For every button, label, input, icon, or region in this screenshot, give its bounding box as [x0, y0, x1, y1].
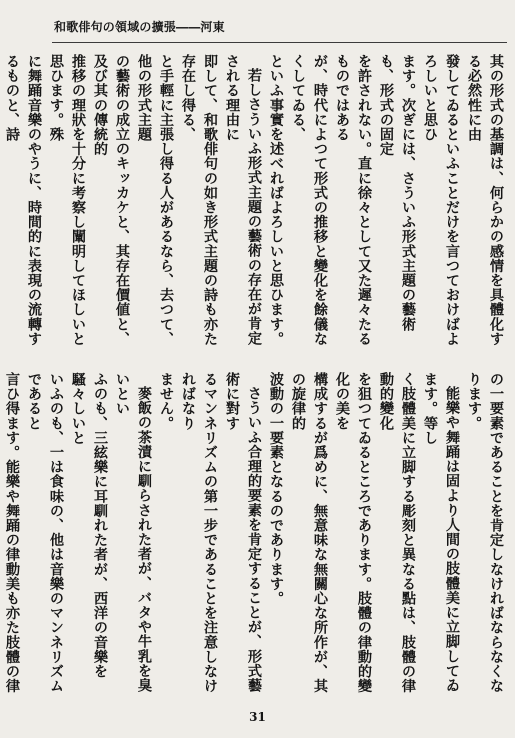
text-line: さういふ合理的要素を肯定することが、形式藝術に對す: [224, 372, 262, 693]
text-line: 能樂や舞踊は固より人間の肢體美に立脚してゐます。等し: [422, 372, 460, 693]
lower-text-block: [4, 372, 507, 706]
text-line: 構成するが爲めに、無意味な無關心な所作が、其の旋律的: [290, 372, 328, 694]
text-line: 言ひ得ます。能樂や舞踊の律動美も亦た肢體の律: [4, 372, 20, 694]
text-line: を狙つてゐるところであります。肢體の律動的變化の美を: [334, 372, 372, 694]
page-number: 31: [249, 710, 266, 724]
upper-text-block: [4, 54, 507, 351]
text-line: 推移の理狀を十分に考察し闡明してほしいと思ひます。殊: [48, 54, 86, 346]
text-line: 麥飯の茶漬に馴らされた者が、バタや牛乳を臭いとい: [114, 372, 152, 693]
text-line: 即して、和歌俳句の如き形式主題の詩も亦た存在し得る、: [180, 54, 218, 346]
text-line: 其の形式の基調は、何らかの感情を具體化する必然性に由: [466, 54, 504, 346]
text-line: [0, 54, 1, 351]
text-line: ふのも、三絃樂に耳馴れた者が、西洋の音樂を騷々しいと: [70, 372, 108, 679]
text-line: 波動の一要素となるのであります。: [268, 372, 284, 606]
text-line: を許されない。直に徐々として又た遲々たるものではある: [334, 54, 372, 346]
text-line: と手輕に主張し得る人があるなら、去つて、他の形式主題: [136, 54, 174, 346]
text-line: に舞踊音樂のやうに、時間的に表現の流轉するものと、詩: [4, 54, 42, 346]
header-rule: [52, 42, 507, 43]
text-line: といふ事實を述べればよろしいと思ひます。: [268, 54, 284, 346]
text-line: 發してゐるといふことだけを言つておけばよろしいと思ひ: [422, 54, 460, 346]
text-line: ません。: [158, 372, 174, 431]
text-line: ます。次ぎには、さういふ形式主題の藝術も、形式の固定: [378, 54, 416, 332]
text-line: の一要素であることを肯定しなければならなくなります。: [466, 372, 504, 694]
body-text-area: [4, 54, 507, 706]
running-head: [0, 8, 515, 38]
text-line: の藝術の成立のキッカケと、其存在價値と、及び其の傳統的: [92, 54, 130, 346]
running-title: 和歌俳句の領域の擴張――河東: [54, 20, 225, 34]
text-line: く肢體美に立脚する彫刻と異なる點は、肢體の律動的變化: [378, 372, 416, 694]
text-line: が、時代によつて形式の推移と變化を餘儀なくしてゐる、: [290, 54, 328, 346]
text-line: 若しさういふ形式主題の藝術の存在が肯定される理由に: [224, 54, 262, 346]
text-line: いふのも、一は食味の、他は音樂のマンネリズムであると: [26, 372, 64, 694]
text-line: るマンネリズムの第一步であることを注意しなければなり: [180, 372, 218, 694]
